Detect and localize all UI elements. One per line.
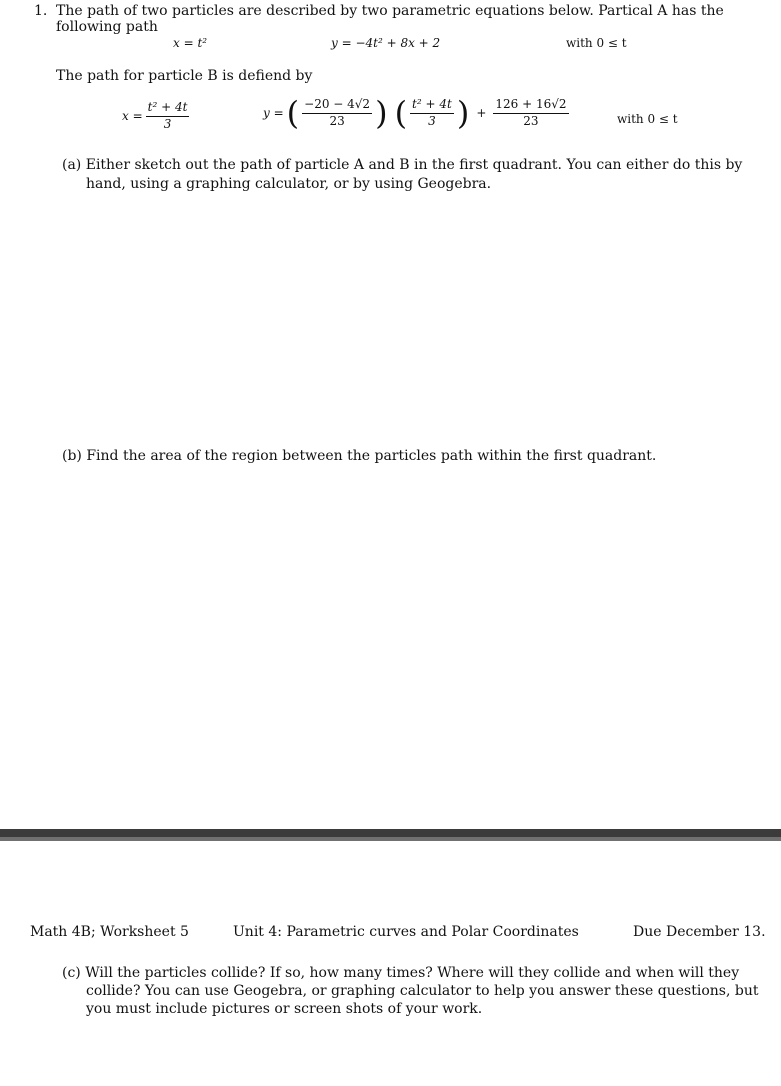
particle-a-y-equation: y = −4t² + 8x + 2: [331, 36, 441, 50]
right-paren: ): [456, 94, 470, 132]
part-a-text: (a) Either sketch out the path of particle A and B in the first quadrant. You can either do this by hand, using a graphing calculator, or by using Geogebra.: [62, 157, 743, 192]
inner-denominator: 3: [428, 113, 436, 128]
coefficient-fraction: [302, 98, 372, 129]
right-paren: ): [375, 94, 388, 132]
x-fraction-denominator: 3: [163, 116, 172, 131]
y-lhs: y =: [263, 106, 284, 120]
x-fraction-numerator: t² + 4t: [146, 101, 190, 117]
part-b-text: (b) Find the area of the region between the particles path within the first quadrant.: [62, 448, 657, 464]
x-lhs: x =: [122, 109, 143, 124]
header-due-date: Due December 13.: [633, 924, 766, 940]
problem-number: 1.: [34, 3, 48, 19]
constant-numerator: 126 + 16√2: [493, 98, 568, 114]
coefficient-denominator: 23: [329, 113, 345, 128]
coefficient-numerator: −20 − 4√2: [302, 98, 372, 114]
inner-numerator: t² + 4t: [410, 98, 454, 114]
particle-a-domain: with 0 ≤ t: [566, 36, 627, 50]
particle-a-x-equation: x = t²: [173, 36, 208, 50]
constant-denominator: 23: [523, 113, 539, 128]
x-fraction: [146, 101, 190, 132]
plus-sign: +: [476, 106, 487, 120]
constant-fraction: [493, 98, 568, 129]
inner-fraction: [410, 98, 454, 129]
particle-b-intro: The path for particle B is defiend by: [56, 68, 313, 84]
particle-b-y-equation: [263, 94, 569, 132]
left-paren: (: [286, 94, 300, 132]
particle-b-domain: with 0 ≤ t: [617, 112, 678, 126]
page-divider: [0, 829, 781, 841]
particle-b-x-equation: [122, 101, 189, 132]
part-c-text: (c) Will the particles collide? If so, how many times? Where will they collide and when will they collide? You can use Geogebra, or graphing calculator to help you answer these questions, but you must include pictures or screen shots of your work.: [62, 965, 759, 1017]
header-course: Math 4B; Worksheet 5: [30, 924, 189, 940]
header-unit: Unit 4: Parametric curves and Polar Coordinates: [233, 924, 579, 940]
problem-intro: The path of two particles are described by two parametric equations below. Partical A has the following path: [56, 3, 724, 35]
left-paren: (: [394, 94, 408, 132]
